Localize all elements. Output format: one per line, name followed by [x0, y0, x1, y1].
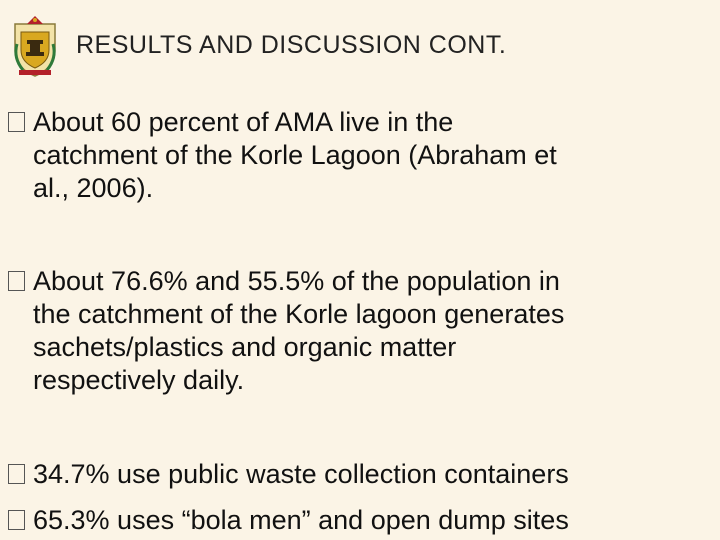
page-title: RESULTS AND DISCUSSION CONT. [76, 31, 507, 59]
list-item [8, 504, 708, 537]
bullet-icon [8, 112, 25, 132]
bullet-icon [8, 464, 25, 484]
bullet-text: About 60 percent of AMA live in the catchment of the Korle Lagoon (Abraham et al., 2006). [33, 107, 557, 203]
bullet-text: 34.7% use public waste collection containers [33, 459, 569, 489]
bullet-icon [8, 271, 25, 291]
bullet-text: About 76.6% and 55.5% of the population in the catchment of the Korle lagoon generates sachets/plastics and organic matter respectively daily. [33, 266, 565, 395]
bullet-icon [8, 510, 25, 530]
list-item [8, 106, 708, 205]
bullet-text: 65.3% uses “bola men” and open dump sites [33, 505, 569, 535]
list-item [8, 265, 708, 397]
list-item [8, 458, 708, 491]
